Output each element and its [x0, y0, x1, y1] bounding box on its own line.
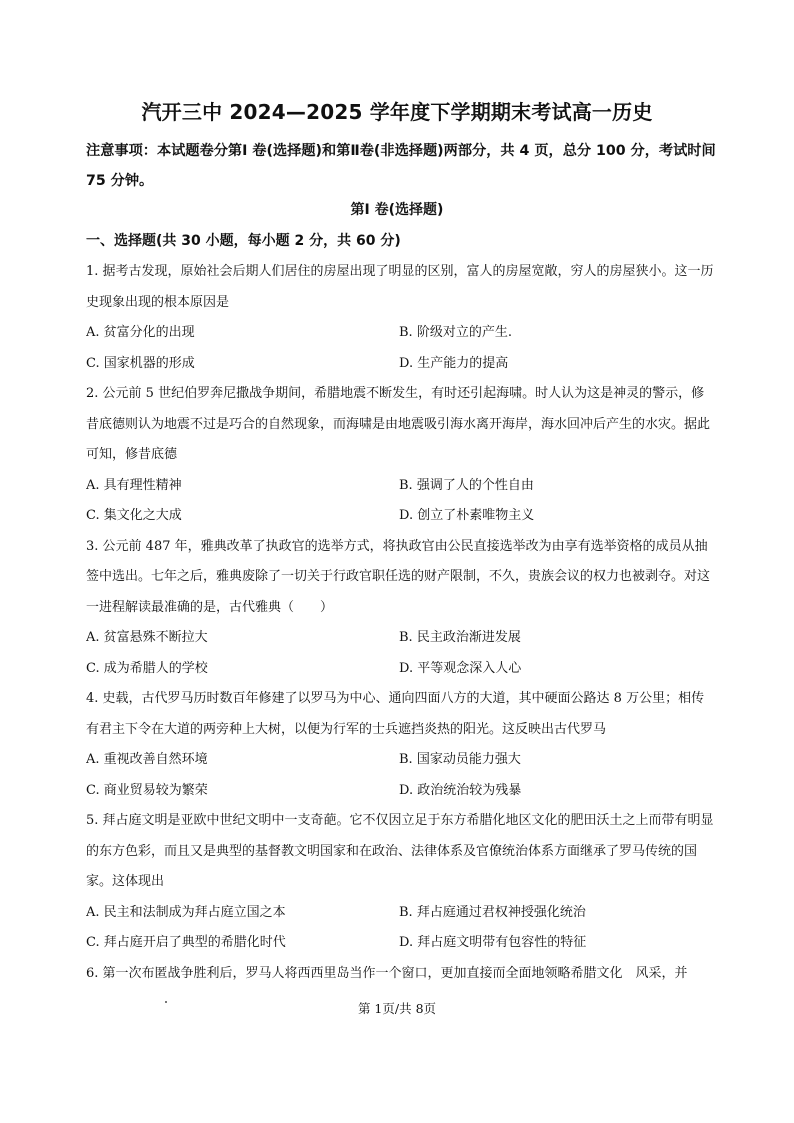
option-d: D. 创立了朴素唯物主义 [399, 508, 535, 523]
question-2 [86, 379, 716, 532]
question-4 [86, 684, 716, 806]
question-3 [86, 532, 716, 685]
option-c: C. 商业贸易较为繁荣 [86, 782, 208, 798]
option-d: D. 拜占庭文明带有包容性的特征 [399, 935, 587, 950]
exam-title: 汽开三中 2024—2025 学年度下学期期末考试高一历史 [141, 100, 653, 124]
option-c: C. 成为希腊人的学校 [86, 660, 208, 676]
option-c: C. 拜占庭开启了典型的希腊化时代 [86, 935, 286, 950]
option-d: D. 政治统治较为残暴 [399, 782, 522, 798]
option-a: A. 重视改善自然环境 [86, 752, 208, 767]
option-list [86, 745, 716, 806]
question-6 [86, 959, 716, 990]
question-stem: 2. 公元前 5 世纪伯罗奔尼撒战争期间，希腊地震不断发生，有时还引起海啸。时人认为这是神灵的警示，修昔底德则认为地震不过是巧合的自然现象，而海啸是由地震吸引海水离开海岸，海水回冲后产生的水灾。据此可知，修昔底德 [86, 386, 711, 462]
question-stem: 6. 第一次布匿战争胜利后，罗马人将西西里岛当作一个窗口，更加直接而全面地领略希腊文化 风采，并 [86, 965, 688, 981]
option-c: C. 国家机器的形成 [86, 355, 195, 371]
question-stem: 4. 史载，古代罗马历时数百年修建了以罗马为中心、通向四面八方的大道，其中硬面公路达 8 万公里；相传有君主下令在大道的两旁种上大树，以便为行军的士兵遮挡炎热的阳光。这反映出古代罗马 [86, 691, 705, 737]
question-stem: 1. 据考古发现，原始社会后期人们居住的房屋出现了明显的区别，富人的房屋宽敞，穷人的房屋狭小。这一历史现象出现的根本原因是 [86, 264, 714, 310]
part-heading: 一、选择题(共 30 小题，每小题 2 分，共 60 分) [86, 233, 401, 249]
question-1 [86, 257, 716, 379]
option-b: B. 民主政治渐进发展 [399, 630, 521, 645]
option-a: A. 贫富分化的出现 [86, 325, 195, 340]
option-d: D. 生产能力的提高 [399, 355, 509, 371]
page-footer: 第 1页/共 8页 [357, 1001, 437, 1016]
option-list [86, 318, 716, 379]
option-b: B. 拜占庭通过君权神授强化统治 [399, 904, 586, 920]
notice-text: 注意事项：本试题卷分第Ⅰ 卷(选择题)和第Ⅱ卷(非选择题)两部分，共 4 页，总分 100 分，考试时间 75 分钟。 [86, 143, 716, 189]
option-b: B. 国家动员能力强大 [399, 752, 521, 767]
question-5 [86, 806, 716, 959]
option-d: D. 平等观念深入人心 [399, 660, 522, 676]
section-title: 第Ⅰ 卷(选择题) [350, 202, 444, 218]
question-list [86, 257, 716, 989]
question-stem: 3. 公元前 487 年，雅典改革了执政官的选举方式，将执政官由公民直接选举改为由享有选举资格的成员从抽签中选出。七年之后，雅典废除了一切关于行政官职任选的财产限制，不久，贵族会议的权力也被剥夺。对这一进程解读最准确的是，古代雅典（ ） [86, 538, 711, 615]
option-a: A. 贫富悬殊不断拉大 [86, 630, 208, 645]
option-a: A. 具有理性精神 [86, 477, 182, 493]
option-list [86, 898, 716, 959]
option-list [86, 471, 716, 532]
option-c: C. 集文化之大成 [86, 508, 182, 523]
option-list [86, 623, 716, 684]
question-stem: 5. 拜占庭文明是亚欧中世纪文明中一支奇葩。它不仅因立足于东方希腊化地区文化的肥田沃土之上而带有明显的东方色彩，而且又是典型的基督教文明国家和在政治、法律体系及官僚统治体系方面继承了罗马传统的国家。这体现出 [86, 813, 714, 889]
option-b: B. 阶级对立的产生. [399, 325, 512, 340]
option-b: B. 强调了人的个性自由 [399, 477, 534, 493]
option-a: A. 民主和法制成为拜占庭立国之本 [86, 904, 286, 920]
